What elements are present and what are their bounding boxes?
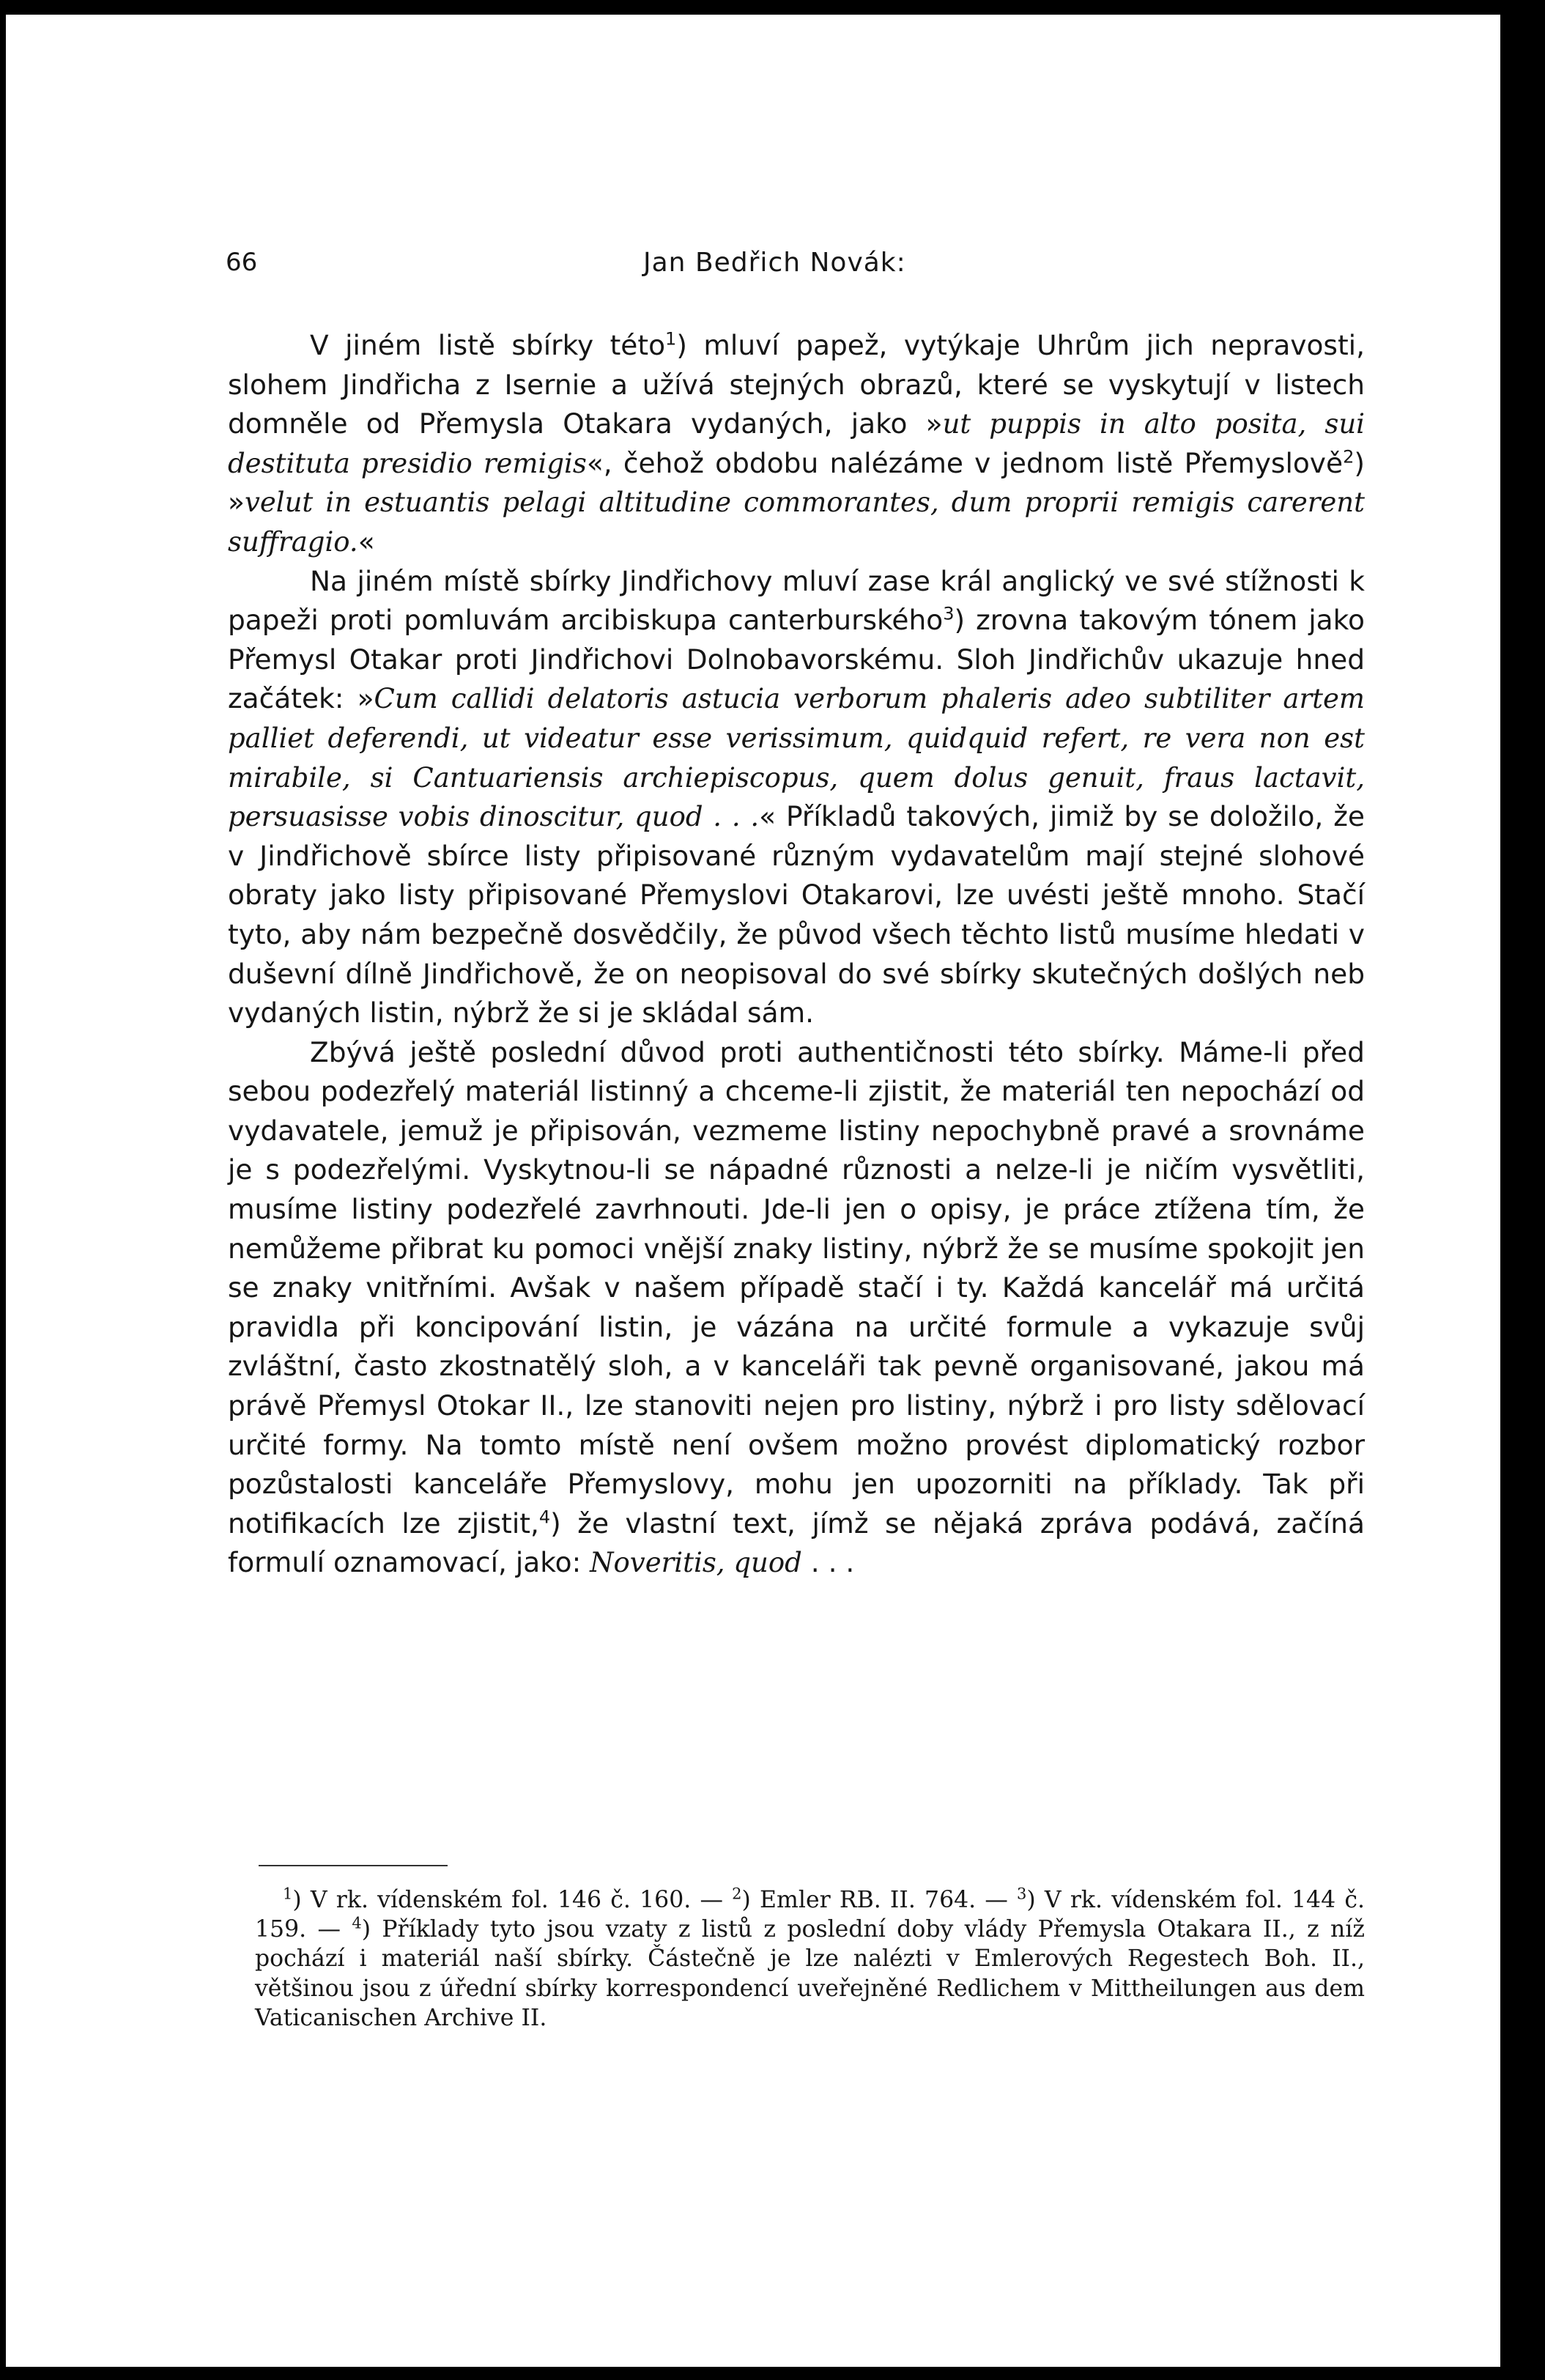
latin-quote: velut in estuantis pelagi altitudine commorantes, dum proprii remigis carerent suffragio. (228, 487, 1365, 558)
latin-quote: Cum callidi delatoris astucia verborum phaleris adeo subtiliter artem palliet deferendi, ut videatur esse verissimum, quidquid refert, re vera non est mirabile, si Cantuariensis archiepiscopus, quem dolus genuit, fraus lactavit, persuasisse vobis dinoscitur, quod . . . (228, 683, 1365, 833)
footnote-ref: 3 (943, 603, 955, 624)
paragraph: Zbývá ještě poslední důvod proti authentičnosti této sbírky. Máme-li před sebou podezřelý materiál listinný a chceme-li zjistit, že materiál ten nepochází od vydavatele, jemuž je připisován, vezmeme listiny nepochybně pravé a srovnáme je s podezřelými. Vyskytnou-li se nápadné různosti a nelze-li je ničím vysvětliti, musíme listiny podezřelé zavrhnouti. Jde-li jen o opisy, je práce ztížena tím, že nemůžeme přibrat ku pomoci vnější znaky listiny, nýbrž že se musíme spokojit jen se znaky vnitřními. Avšak v našem případě stačí i ty. Každá kancelář má určitá pravidla při koncipování listin, je vázána na určité formule a vykazuje svůj zvláštní, často zkostnatělý sloh, a v kanceláři tak pevně organisované, jakou má právě Přemysl Otokar II., lze stanoviti nejen pro listiny, nýbrž i pro listy sdělovací určité formy. Na tomto místě není ovšem možno provést diplomatický rozbor pozůstalosti kanceláře Přemyslovy, mohu jen upozorniti na příklady. Tak při notifikacích lze zjistit,$^4$) že vlastní text, jímž se nějaká zpráva podává, začíná formulí oznamovací, jako: Noveritis, quod . . . (228, 1035, 1365, 1579)
paragraph: Na jiném místě sbírky Jindřichovy mluví zase král anglický ve své stížnosti k papeži proti pomluvám arcibiskupa canterburského$^3$) zrovna takovým tónem jako Přemysl Otakar proti Jindřichovi Dolnobavorskému. Sloh Jindřichův ukazuje hned začátek: »Cum callidi delatoris astucia verborum phaleris adeo subtiliter artem palliet deferendi, ut videatur esse verissimum, quidquid refert, re vera non est mirabile, si Cantuariensis archiepiscopus, quem dolus genuit, fraus lactavit, persuasisse vobis dinoscitur, quod . . .« Příkladů takových, jimiž by se doložilo, že v Jindřichově sbírce listy připisované různým vydavatelům mají stejné slohové obraty jako listy připisované Přemyslovi Otakarovi, lze uvésti ještě mnoho. Stačí tyto, aby nám bezpečně dosvědčily, že původ všech těchto listů musíme hledati v duševní dílně Jindřichově, že on neopisoval do své sbírky skutečných došlých neb vydaných listin, nýbrž že si je skládal sám. (228, 564, 1365, 1030)
running-head: Jan Bedřich Novák: (643, 248, 906, 278)
footnote-ref: 2 (1343, 446, 1355, 468)
page-number: 66 (226, 248, 258, 277)
main-text (228, 326, 1365, 1583)
footnote-ref: 1 (665, 328, 677, 350)
latin-quote: Noveritis, quod (590, 1547, 802, 1579)
latin-quote: ut puppis in alto posita, sui destituta presidio remigis (228, 408, 1365, 479)
paragraph: V jiném listě sbírky této$^1$) mluví papež, vytýkaje Uhrům jich nepravosti, slohem Jindřicha z Isernie a užívá stejných obrazů, které se vyskytují v listech domněle od Přemysla Otakara vydaných, jako »ut puppis in alto posita, sui destituta presidio remigis«, čehož obdobu nalézáme v jednom listě Přemyslově$^2$) »velut in estuantis pelagi altitudine commorantes, dum proprii remigis carerent suffragio.« (228, 328, 1366, 558)
footnote-divider (259, 1865, 448, 1866)
footnote-ref: 4 (538, 1507, 551, 1528)
footnotes: $^1$) V rk. vídenském fol. 146 č. 160. — $^2$) Emler RB. II. 764. — $^3$) V rk. vídenském fol. 144 č. 159. — $^4$) Příklady tyto jsou vzaty z listů z poslední doby vlády Přemysla Otakara II., z níž pochází i materiál naší sbírky. Částečně je lze nalézti v Emlerových Regestech Boh. II., většinou jsou z úřední sbírky korrespondencí uveřejněné Redlichem v Mittheilungen aus dem Vaticanischen Archive II. (255, 1885, 1365, 2031)
book-page (6, 15, 1500, 2367)
